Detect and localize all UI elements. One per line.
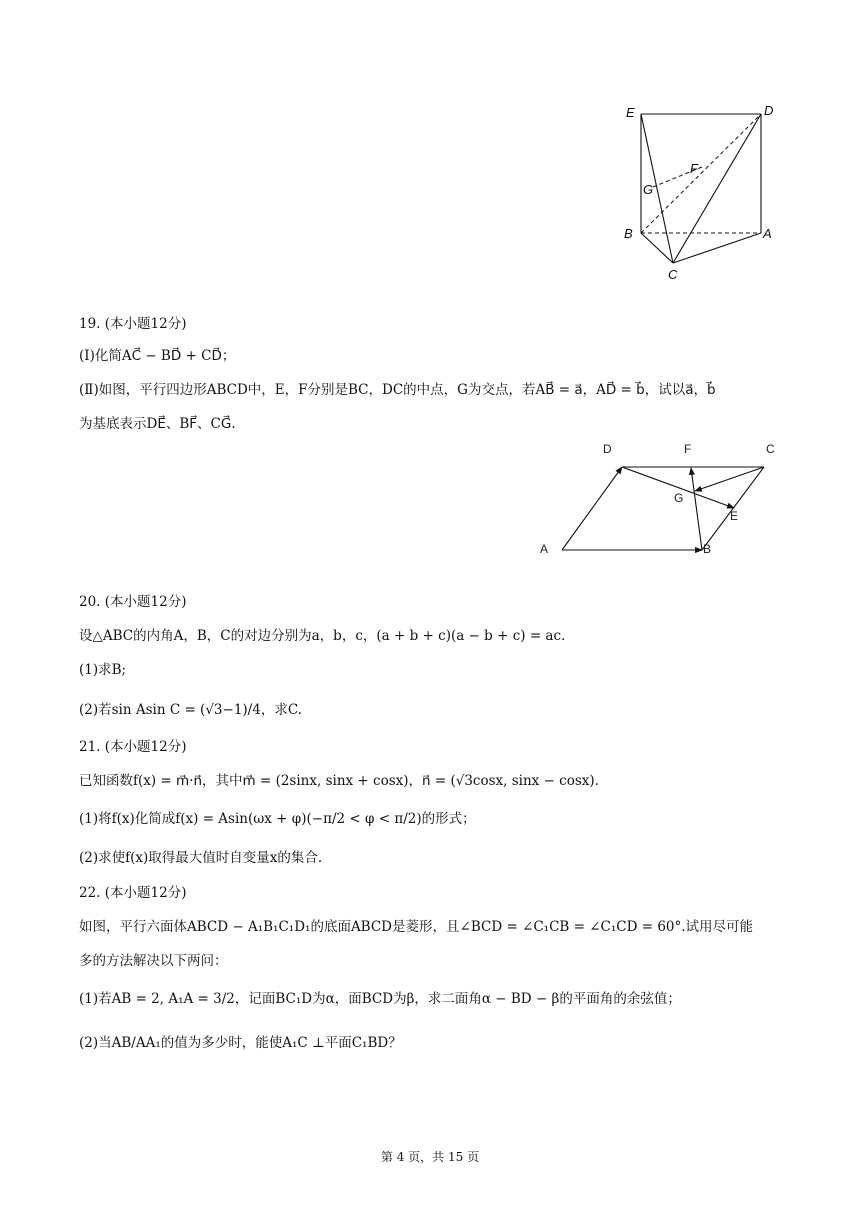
label-F: F <box>690 161 698 176</box>
q22-stem-line1: 如图，平行六面体ABCD − A₁B₁C₁D₁的底面ABCD是菱形，且∠BCD = ∠C₁CB = ∠C₁CD = 60°.试用尽可能 <box>79 919 754 935</box>
page-footer: 第 4 页，共 15 页 <box>380 1150 480 1164</box>
edge-BC <box>641 233 673 263</box>
label-A: A <box>540 542 549 556</box>
label-C: C <box>668 267 678 282</box>
label-D: D <box>764 103 774 118</box>
q21-stem: 已知函数f(x) = m⃗·n⃗，其中m⃗ = (2sinx, sinx + cosx)，n⃗ = (√3cosx, sinx − cosx). <box>79 773 599 789</box>
edge-CA <box>673 233 761 263</box>
label-A: A <box>763 226 772 241</box>
label-C: C <box>766 442 775 456</box>
q20-header: 20. (本小题12分) <box>79 594 187 610</box>
parallelogram-figure <box>530 436 790 566</box>
q19-part2-line1: (Ⅱ)如图，平行四边形ABCD中，E，F分别是BC，DC的中点，G为交点，若AB⃗ = a⃗，AD⃗ = b⃗，试以a⃗，b⃗ <box>79 382 716 398</box>
vector-AD <box>562 467 622 550</box>
label-E: E <box>730 509 739 523</box>
vector-CG <box>695 467 764 491</box>
label-G: G <box>674 491 684 505</box>
label-D: D <box>603 442 612 456</box>
vector-BF <box>691 468 702 550</box>
q22-part2: (2)当AB/AA₁的值为多少时，能使A₁C ⊥平面C₁BD？ <box>79 1035 402 1051</box>
label-G: G <box>643 182 654 197</box>
q22-stem-line2: 多的方法解决以下两问： <box>79 953 228 969</box>
q20-part1: (1)求B; <box>79 662 127 678</box>
label-E: E <box>626 105 635 120</box>
q19-header: 19. (本小题12分) <box>79 316 187 332</box>
label-B: B <box>624 226 633 241</box>
prism-figure <box>620 100 790 290</box>
q19-part2-line2: 为基底表示DE⃗、BF⃗、CG⃗. <box>79 416 236 432</box>
q21-part2: (2)求使f(x)取得最大值时自变量x的集合. <box>79 850 323 866</box>
q22-part1: (1)若AB = 2, A₁A = 3/2，记面BC₁D为α，面BCD为β，求二面角α − BD − β的平面角的余弦值； <box>79 991 681 1007</box>
q20-stem: 设△ABC的内角A，B，C的对边分别为a，b，c，(a + b + c)(a − b + c) = ac. <box>79 628 566 644</box>
q22-header: 22. (本小题12分) <box>79 885 187 901</box>
q20-part2: (2)若sin Asin C = (√3−1)/4，求C. <box>79 702 302 718</box>
label-F: F <box>684 442 692 456</box>
label-B: B <box>703 542 712 556</box>
q21-header: 21. (本小题12分) <box>79 739 187 755</box>
q19-part1: (Ⅰ)化简AC⃗ − BD⃗ + CD⃗； <box>79 348 236 364</box>
q21-part1: (1)将f(x)化简成f(x) = Asin(ωx + φ)(−π/2 < φ < π/2)的形式； <box>79 811 476 827</box>
